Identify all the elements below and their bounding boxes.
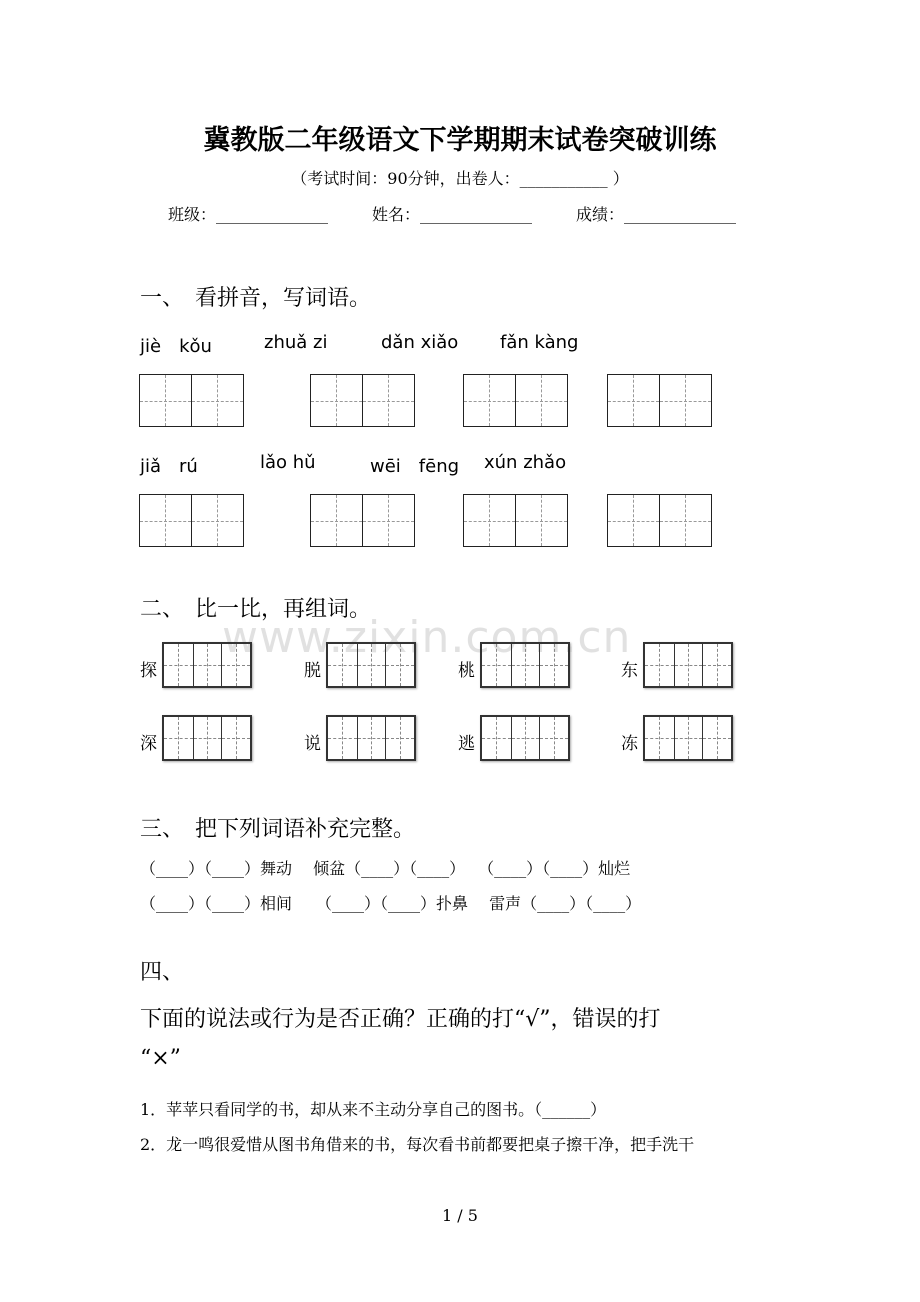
section4-number: 四、 [140,960,185,985]
section2-heading: 二、 比一比，再组词。 [140,597,372,622]
writing-grid[interactable] [607,374,712,427]
watermark: www.zixin.com.cn [222,612,632,663]
word-grid[interactable] [643,715,733,761]
compare-char: 桃 [458,661,475,681]
class-field: 班级：______________ [168,205,329,224]
question-item: 2．龙一鸣很爱惜从图书角借来的书，每次看书前都要把桌子擦干净，把手洗干 [140,1135,695,1154]
writing-grid[interactable] [607,494,712,547]
exam-title: 冀教版二年级语文下学期期末试卷突破训练 [203,125,717,156]
pinyin-label: dǎn xiǎo [381,332,459,353]
pinyin-label: xún zhǎo [484,452,567,473]
writing-grid[interactable] [139,494,244,547]
compare-char: 冻 [621,734,638,754]
word-grid[interactable] [162,715,252,761]
compare-char: 东 [621,661,638,681]
pinyin-label: zhuǎ zi [264,332,328,353]
score-field: 成绩：______________ [576,205,737,224]
pinyin-label: wēi fēng [370,456,460,477]
fill-line: （____）（____）舞动 倾盆（____）（____） （____）（____）灿烂 [140,859,631,878]
compare-char: 说 [304,734,321,754]
writing-grid[interactable] [310,374,415,427]
question-item: 1．苹苹只看同学的书，却从来不主动分享自己的图书。（______） [140,1100,607,1119]
page-number: 1 / 5 [442,1206,478,1225]
pinyin-label: lǎo hǔ [260,452,316,473]
section1-heading: 一、 看拼音，写词语。 [140,286,372,311]
word-grid[interactable] [326,715,416,761]
writing-grid[interactable] [310,494,415,547]
word-grid[interactable] [480,642,570,688]
writing-grid[interactable] [139,374,244,427]
word-grid[interactable] [480,715,570,761]
fill-line: （____）（____）相间 （____）（____）扑鼻 雷声（____）（____） [140,894,642,913]
writing-grid[interactable] [463,494,568,547]
section4-heading-cont: “×” [140,1046,181,1071]
compare-char: 深 [140,734,157,754]
pinyin-label: jiè kǒu [140,336,212,357]
writing-grid[interactable] [463,374,568,427]
compare-char: 脱 [304,661,321,681]
pinyin-label: fǎn kàng [500,332,579,353]
word-grid[interactable] [162,642,252,688]
section4-heading: 下面的说法或行为是否正确？正确的打“√”，错误的打 [140,1007,661,1032]
name-field: 姓名：______________ [372,205,533,224]
word-grid[interactable] [326,642,416,688]
compare-char: 逃 [458,734,475,754]
section3-heading: 三、 把下列词语补充完整。 [140,817,416,842]
word-grid[interactable] [643,642,733,688]
pinyin-label: jiǎ rú [140,456,198,477]
compare-char: 探 [140,661,157,681]
exam-subtitle: （考试时间：90分钟，出卷人：___________ ） [291,169,629,188]
